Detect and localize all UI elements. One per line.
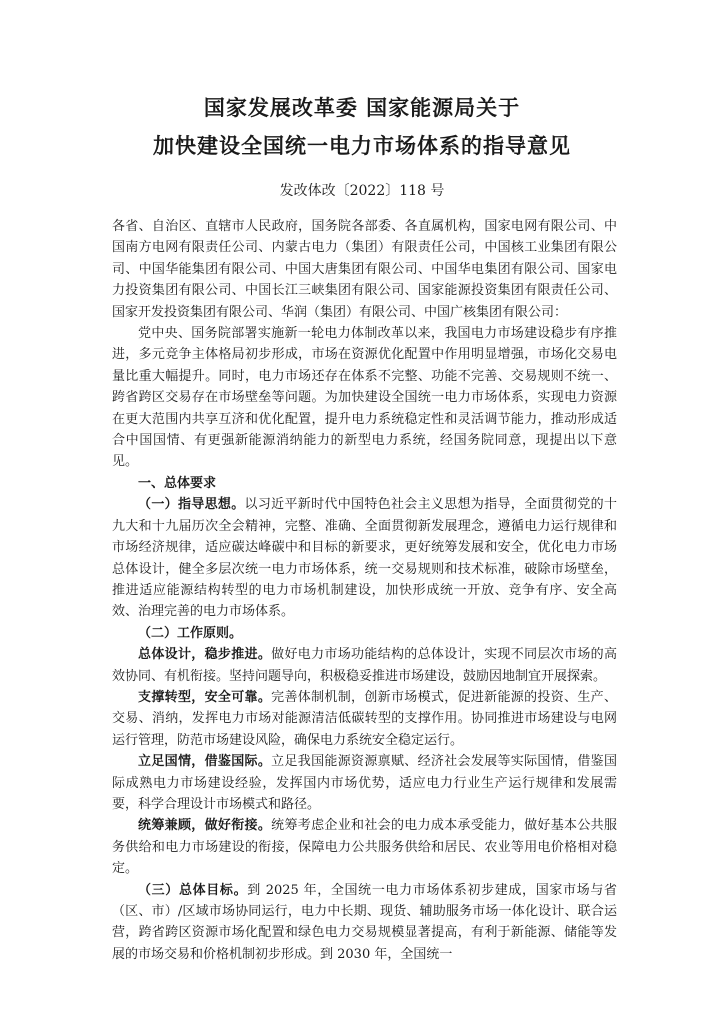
overall-goal-text: 到 2025 年，全国统一电力市场体系初步建成，国家市场与省（区、市）/区域市场协同运行，电力中长期、现货、辅助服务市场一体化设计、联合运营，跨省跨区资源市场化配置和绿色电力交易规模显著提高，有利于新能源、储能等发展的市场交易和价格机制初步形成。到 2030 年，全国统一 <box>112 882 617 962</box>
principle-3-lead: 立足国情，借鉴国际。 <box>138 754 272 770</box>
addressees-paragraph: 各省、自治区、直辖市人民政府，国务院各部委、各直属机构，国家电网有限公司、中国南方电网有限责任公司、内蒙古电力（集团）有限责任公司，中国核工业集团有限公司、中国华能集团有限公司、中国大唐集团有限公司、中国华电集团有限公司、国家电力投资集团有限公司、中国长江三峡集团有限公司、国家能源投资集团有限责任公司、国家开发投资集团有限公司、华润（集团）有限公司、中国广核集团有限公司： <box>112 219 617 320</box>
document-number: 发改体改〔2022〕118 号 <box>279 183 445 199</box>
principle-4-lead: 统筹兼顾，做好衔接。 <box>138 818 272 834</box>
guiding-ideology-paragraph <box>112 494 617 622</box>
document-title-line-2: 加快建设全国统一电力市场体系的指导意见 <box>153 134 571 158</box>
guiding-ideology-lead: （一）指导思想。 <box>138 497 245 513</box>
guiding-ideology-text: 以习近平新时代中国特色社会主义思想为指导，全面贯彻党的十九大和十九届历次全会精神，完整、准确、全面贯彻新发展理念，遵循电力运行规律和市场经济规律，适应碳达峰碳中和目标的新要求，更好统筹发展和安全，优化电力市场总体设计，健全多层次统一电力市场体系，统一交易规则和技术标准，破除市场壁垒，推进适应能源结构转型的电力市场机制建设，加快形成统一开放、竞争有序、安全高效、治理完善的电力市场体系。 <box>112 497 617 620</box>
principle-2-lead: 支撑转型，安全可靠。 <box>138 689 272 705</box>
intro-paragraph: 党中央、国务院部署实施新一轮电力体制改革以来，我国电力市场建设稳步有序推进，多元竞争主体格局初步形成，市场在资源优化配置中作用明显增强，市场化交易电量比重大幅提升。同时，电力市场还存在体系不完整、功能不完善、交易规则不统一、跨省跨区交易存在市场壁垒等问题。为加快建设全国统一电力市场体系，实现电力资源在更大范围内共享互济和优化配置，提升电力系统稳定性和灵活调节能力，推动形成适合中国国情、有更强新能源消纳能力的新型电力系统，经国务院同意，现提出以下意见。 <box>112 326 617 470</box>
principle-2-text: 完善体制机制，创新市场模式，促进新能源的投资、生产、交易、消纳，发挥电力市场对能源清洁低碳转型的支撑作用。协同推进市场建设与电网运行管理，防范市场建设风险，确保电力系统安全稳定运行。 <box>112 689 617 748</box>
principle-paragraph-3 <box>112 751 617 815</box>
section-heading-general-requirements: 一、总体要求 <box>138 475 217 491</box>
principle-paragraph-4 <box>112 815 617 879</box>
document-title-line-1: 国家发展改革委 国家能源局关于 <box>203 96 521 120</box>
principle-1-text: 做好电力市场功能结构的总体设计，实现不同层次市场的高效协同、有机衔接。坚持问题导向，积极稳妥推进市场建设，鼓励因地制宜开展探索。 <box>112 647 617 684</box>
principle-paragraph-2 <box>112 687 617 751</box>
document-body <box>112 216 617 965</box>
principle-3-text: 立足我国能源资源禀赋、经济社会发展等实际国情，借鉴国际成熟电力市场建设经验，发挥国内市场优势，适应电力行业生产运行规律和发展需要，科学合理设计市场模式和路径。 <box>112 754 617 812</box>
principle-paragraph-1 <box>112 644 617 687</box>
overall-goal-paragraph <box>112 880 617 966</box>
overall-goal-lead: （三）总体目标。 <box>138 882 248 898</box>
principle-1-lead: 总体设计，稳步推进。 <box>138 647 272 663</box>
principle-4-text: 统筹考虑企业和社会的电力成本承受能力，做好基本公共服务供给和电力市场建设的衔接，保障电力公共服务供给和居民、农业等用电价格相对稳定。 <box>112 818 617 877</box>
subsection-heading-work-principles: （二）工作原则。 <box>138 625 243 641</box>
